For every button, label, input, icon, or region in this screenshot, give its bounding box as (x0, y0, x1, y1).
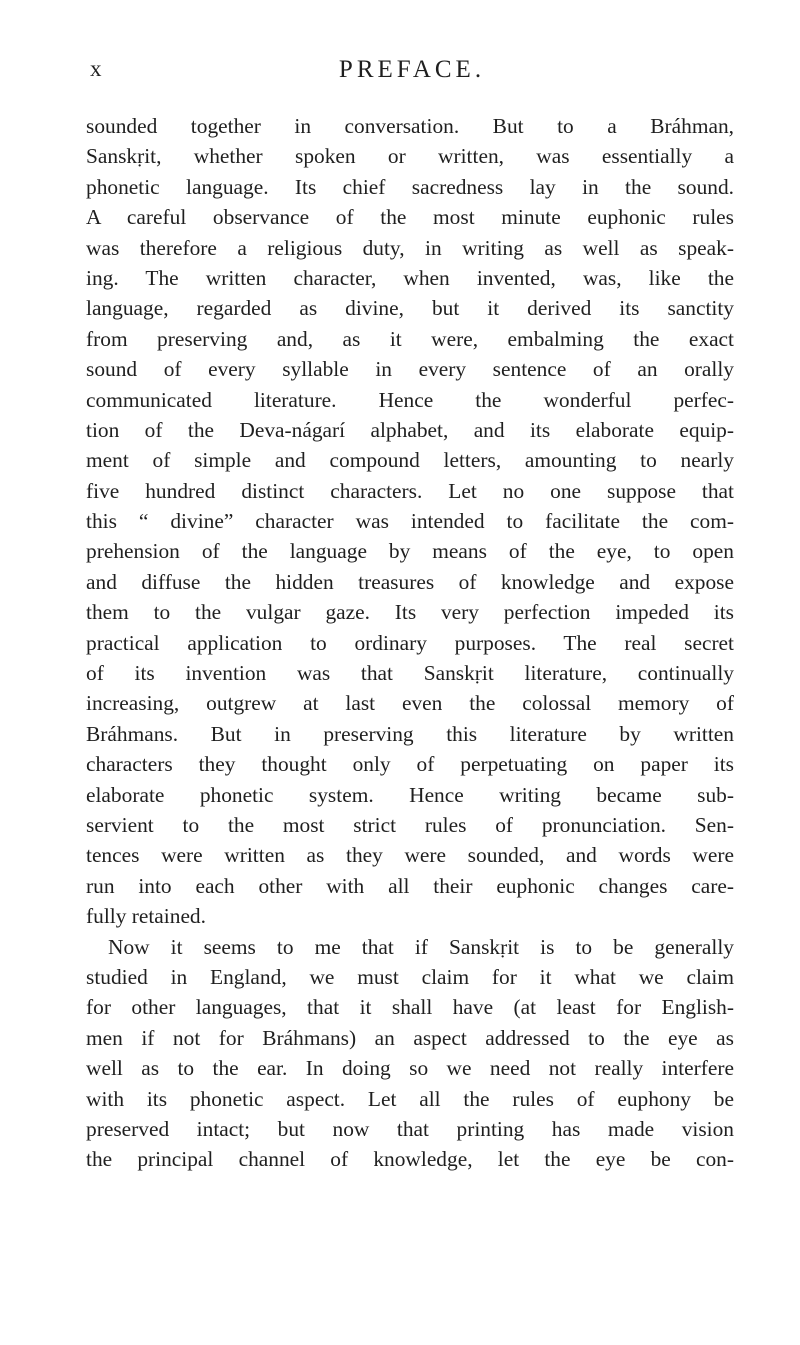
text-line: from preserving and, as it were, embalming the exact (86, 326, 734, 351)
paragraph-end-line: fully retained. (86, 904, 206, 929)
page-number: x (90, 56, 103, 81)
text-line: tences were written as they were sounded, and words were (86, 843, 734, 868)
text-line: Sanskṛit, whether spoken or written, was essentially a (86, 144, 734, 169)
text-line: them to the vulgar gaze. Its very perfection impeded its (86, 600, 734, 625)
text-line: the principal channel of knowledge, let the eye be con- (86, 1147, 734, 1172)
text-line: sound of every syllable in every sentence of an orally (86, 357, 734, 382)
running-head: PREFACE. (338, 56, 486, 83)
text-line: men if not for Bráhmans) an aspect addressed to the eye as (86, 1025, 734, 1050)
text-line: for other languages, that it shall have (at least for English- (86, 995, 734, 1020)
text-line: tion of the Deva-nágarí alphabet, and its elaborate equip- (86, 417, 734, 442)
text-line: prehension of the language by means of the eye, to open (86, 539, 734, 564)
text-line: five hundred distinct characters. Let no one suppose that (86, 478, 734, 503)
text-line: well as to the ear. In doing so we need not really interfere (86, 1056, 734, 1081)
text-line: elaborate phonetic system. Hence writing became sub- (86, 782, 734, 807)
page-header (86, 56, 738, 96)
text-line: characters they thought only of perpetuating on paper its (86, 752, 734, 777)
text-line: and diffuse the hidden treasures of knowledge and expose (86, 569, 734, 594)
text-line: A careful observance of the most minute euphonic rules (86, 205, 734, 230)
text-line: run into each other with all their euphonic changes care- (86, 873, 734, 898)
text-line: Bráhmans. But in preserving this literature by written (86, 721, 734, 746)
text-line: this “ divine” character was intended to facilitate the com- (86, 509, 734, 534)
text-line: of its invention was that Sanskṛit literature, continually (86, 661, 734, 686)
text-line: preserved intact; but now that printing has made vision (86, 1116, 734, 1141)
text-line: servient to the most strict rules of pronunciation. Sen- (86, 812, 734, 837)
text-line: practical application to ordinary purposes. The real secret (86, 630, 734, 655)
text-line: language, regarded as divine, but it derived its sanctity (86, 296, 734, 321)
text-line: increasing, outgrew at last even the colossal memory of (86, 691, 734, 716)
text-line: ment of simple and compound letters, amounting to nearly (86, 448, 734, 473)
text-line: was therefore a religious duty, in writing as well as speak- (86, 235, 734, 260)
paragraph-start-line: Now it seems to me that if Sanskṛit is to be generally (108, 934, 734, 959)
text-line: communicated literature. Hence the wonderful perfec- (86, 387, 734, 412)
text-line: studied in England, we must claim for it what we claim (86, 964, 734, 989)
body-text (86, 111, 734, 1175)
text-line: sounded together in conversation. But to a Bráhman, (86, 114, 734, 138)
text-line: ing. The written character, when invented, was, like the (86, 265, 734, 290)
text-line: with its phonetic aspect. Let all the rules of euphony be (86, 1086, 734, 1111)
text-line: phonetic language. Its chief sacredness lay in the sound. (86, 174, 734, 199)
